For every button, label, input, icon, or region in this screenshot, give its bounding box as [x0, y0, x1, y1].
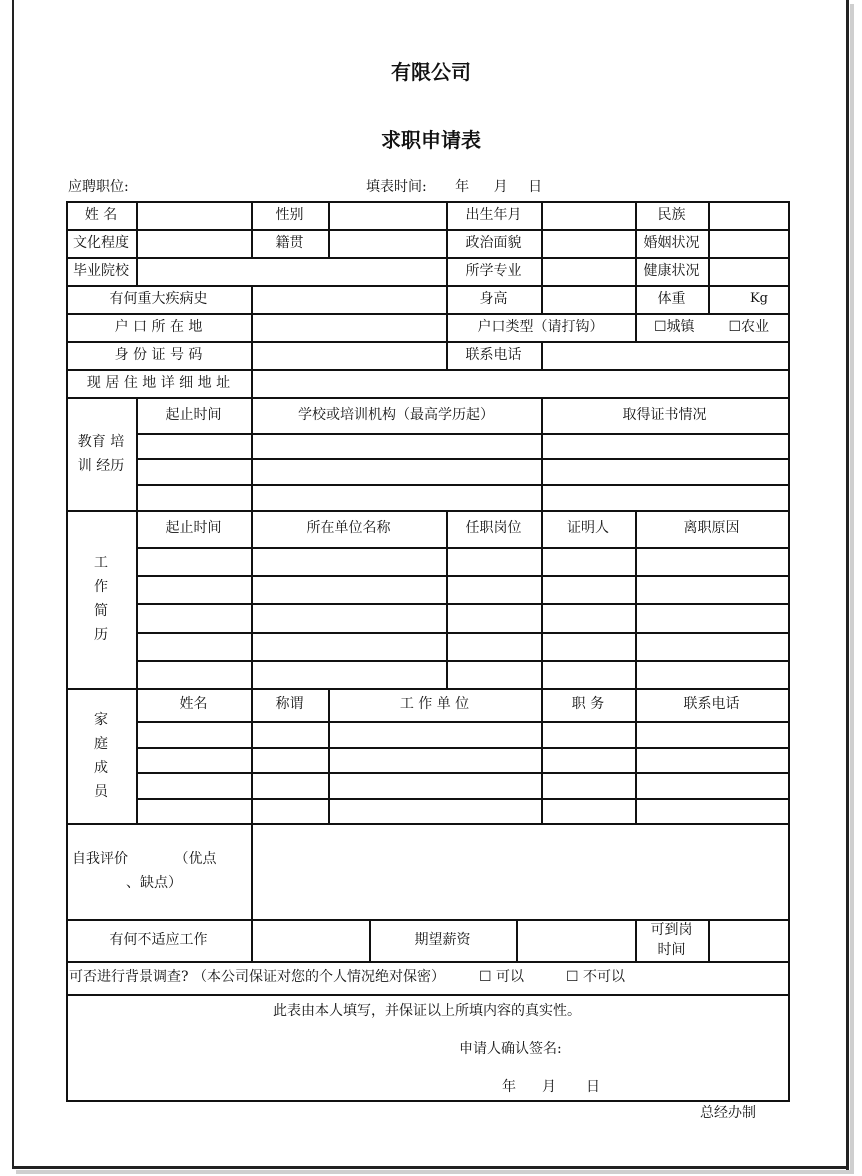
family-label-char: 成 [94, 759, 108, 776]
work-col-post: 任职岗位 [465, 520, 522, 537]
col-line [136, 397, 138, 823]
label-hukou-type: 户口类型（请打钩） [477, 318, 604, 335]
row-line [66, 994, 790, 996]
row-line [136, 575, 790, 577]
page-border-bottom [12, 1166, 849, 1169]
background-question: 可否进行背景调查? （本公司保证对您的个人情况绝对保密） [69, 969, 445, 986]
label-native-place: 籍贯 [275, 234, 304, 251]
fill-date-day: 日 [528, 179, 543, 195]
family-label-char: 家 [94, 711, 108, 728]
position-label: 应聘职位: [68, 179, 129, 195]
row-line [136, 632, 790, 634]
row-line [136, 798, 790, 800]
page-border-left [12, 0, 14, 1168]
signature-date [499, 1075, 699, 1099]
fill-date-month: 月 [493, 179, 508, 195]
label-start-time [635, 919, 708, 961]
fill-date-label: 填表时间: [366, 179, 427, 195]
education-section-label [66, 397, 136, 510]
label-ethnicity: 民族 [657, 206, 686, 223]
declaration-statement: 此表由本人填写，并保证以上所填内容的真实性。 [273, 1002, 581, 1019]
label-school: 毕业院校 [73, 262, 129, 279]
label-weight: 体重 [657, 290, 686, 307]
label-gender: 性别 [275, 206, 304, 223]
hukou-options [635, 313, 788, 341]
signature-label: 申请人确认签名: [459, 1040, 562, 1057]
col-line [251, 823, 253, 961]
row-line [136, 721, 790, 723]
family-label-char: 员 [94, 783, 108, 800]
issuer-label: 总经办制 [700, 1105, 756, 1121]
row-line [136, 660, 790, 662]
work-label-char: 简 [94, 603, 108, 619]
self-eval-line1: 自我评价 （优点 [72, 851, 217, 867]
page-shadow [16, 1170, 852, 1174]
family-col-phone: 联系电话 [683, 696, 740, 713]
family-col-name: 姓名 [179, 696, 208, 713]
label-marital: 婚姻状况 [643, 234, 700, 251]
label-phone: 联系电话 [465, 346, 522, 363]
hukou-rural-checkbox[interactable]: ☐农业 [728, 318, 770, 335]
col-line [541, 201, 543, 313]
label-disease: 有何重大疾病史 [109, 290, 208, 307]
education-label-line2: 训 经历 [77, 457, 125, 474]
row-line [136, 603, 790, 605]
family-col-duty: 职 务 [571, 696, 605, 713]
page-shadow-right [850, 4, 854, 1174]
label-hukou-place: 户 口 所 在 地 [114, 318, 203, 335]
signature-year: 年 [502, 1078, 516, 1095]
label-unsuitable: 有何不适应工作 [109, 931, 208, 948]
col-line [251, 285, 253, 397]
signature-day: 日 [586, 1078, 600, 1095]
work-label-char: 作 [94, 579, 108, 595]
application-form-table [66, 201, 790, 1102]
edu-col-cert: 取得证书情况 [622, 406, 707, 423]
hukou-urban-checkbox[interactable]: ☐城镇 [653, 318, 695, 335]
family-section-label [66, 688, 136, 823]
page-border-right [846, 0, 849, 1172]
background-yes-checkbox[interactable]: ☐ 可以 [478, 969, 524, 986]
col-line [708, 919, 710, 961]
col-line [541, 341, 543, 369]
row-line [136, 484, 790, 486]
row-line [136, 747, 790, 749]
work-col-reason: 离职原因 [683, 520, 740, 537]
col-line [516, 919, 518, 961]
work-section-label [66, 510, 136, 688]
row-line [136, 547, 790, 549]
label-birth: 出生年月 [465, 206, 522, 223]
fill-date [366, 176, 548, 196]
edu-col-school: 学校或培训机构（最高学历起） [298, 406, 494, 423]
company-name: 有限公司 [391, 60, 471, 84]
col-line [635, 510, 637, 823]
label-name: 姓 名 [84, 206, 118, 223]
table-border-bottom [66, 1100, 790, 1102]
row-line [136, 433, 790, 435]
col-line [136, 201, 138, 285]
self-eval-label [66, 823, 251, 919]
start-time-line1: 可到岗 [650, 922, 693, 938]
label-address: 现 居 住 地 详 细 地 址 [86, 374, 231, 391]
label-political: 政治面貌 [465, 234, 522, 251]
table-border-right [788, 201, 790, 1102]
label-salary: 期望薪资 [414, 931, 471, 948]
edu-col-time: 起止时间 [165, 406, 222, 423]
family-label-char: 庭 [94, 735, 108, 752]
work-col-witness: 证明人 [567, 520, 609, 537]
education-label-line1: 教育 培 [77, 433, 125, 450]
signature-month: 月 [542, 1078, 556, 1095]
label-education: 文化程度 [73, 234, 129, 251]
row-line [136, 458, 790, 460]
work-label-char: 工 [94, 555, 108, 571]
form-title: 求职申请表 [381, 128, 481, 152]
col-line [328, 201, 330, 257]
label-height: 身高 [479, 290, 508, 307]
work-label-char: 历 [94, 627, 108, 643]
weight-unit: Kg [749, 291, 768, 307]
col-line [541, 510, 543, 823]
row-line [136, 772, 790, 774]
background-check-row [66, 961, 788, 994]
family-col-work: 工 作 单 位 [399, 696, 470, 713]
fill-date-year: 年 [455, 179, 470, 195]
work-col-time: 起止时间 [165, 520, 222, 537]
background-no-checkbox[interactable]: ☐ 不可以 [565, 969, 625, 986]
label-health: 健康状况 [643, 262, 700, 279]
self-eval-line2: 、缺点） [126, 875, 182, 891]
family-col-relation: 称谓 [275, 696, 304, 713]
label-major: 所学专业 [465, 262, 522, 279]
start-time-line2: 时间 [657, 942, 686, 958]
work-col-company: 所在单位名称 [306, 520, 391, 537]
label-id-number: 身 份 证 号 码 [114, 346, 203, 363]
